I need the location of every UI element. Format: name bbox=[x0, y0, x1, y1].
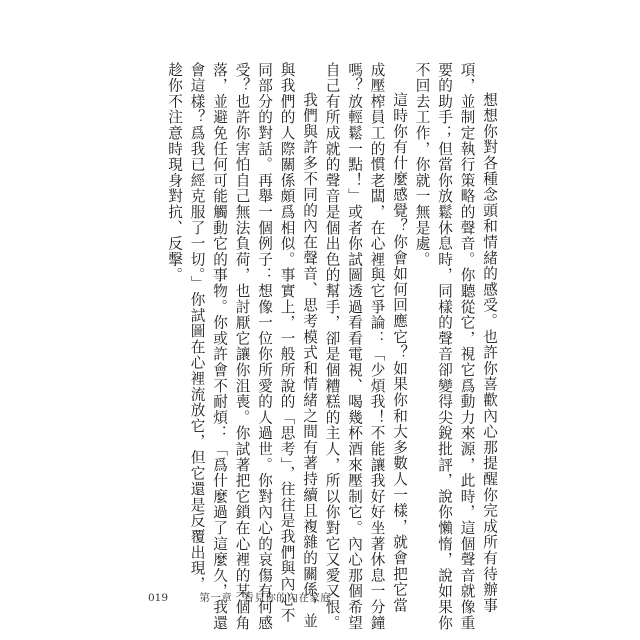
text-column: 項，並制定執行策略的聲音。你聽從它，視它爲動力來源，此時，這個聲音就像重 bbox=[458, 62, 476, 631]
text-column: 自己有所成就的聲音是個出色的幫手，卻是個糟糕的主人，所以你對它又愛又恨。 bbox=[323, 62, 341, 631]
page-footer bbox=[148, 590, 331, 605]
text-column: 同部分的對話。再舉一個例子：想像一位你所愛的人過世。你對內心的哀傷有何感 bbox=[256, 62, 273, 631]
text-column: 受？也許你害怕自己無法負荷，也討厭它讓你沮喪。你試著把它鎖在心裡的某個角 bbox=[233, 62, 251, 631]
chapter-title: 第一章 看見你的內在家庭 bbox=[199, 592, 332, 604]
text-column: 嗎？放輕鬆一點！」或者你試圖透過看看電視、喝幾杯酒來壓制它。內心那個希望 bbox=[346, 62, 363, 631]
text-column: 成壓榨員工的慣老闆，在心裡與它爭論：「少煩我！不能讓我好好坐著休息一分鐘 bbox=[368, 62, 386, 631]
text-column: 不回去工作，你就一無是處。 bbox=[413, 62, 431, 268]
text-column: 趁你不注意時現身對抗、反擊。 bbox=[166, 62, 183, 284]
text-column: 落，並避免任何可能觸動它的事物。你或許會不耐煩：「爲什麼過了這麼久，我還 bbox=[211, 62, 228, 631]
text-column: 這時你有什麼感覺？你會如何回應它？如果你和大多數人一樣，就會把它當 bbox=[391, 92, 408, 614]
text-column: 我們與許多不同的內在聲音、思考模式和情緒之間有著持續且複雜的關係，並 bbox=[301, 92, 318, 630]
text-column: 會這樣？爲我已經克服了一切。」你試圖在心裡流放它，但它還是反覆出現， bbox=[188, 62, 206, 592]
text-column: 與我們的人際關係頗爲相似。事實上，一般所說的「思考」，往往是我們與內心不 bbox=[278, 62, 296, 624]
page-number: 019 bbox=[148, 592, 169, 604]
text-column: 想想你對各種念頭和情緒的感受。也許你喜歡內心那提醒你完成所有待辦事 bbox=[481, 92, 498, 614]
text-column: 要的助手；但當你放鬆休息時，同樣的聲音卻變得尖銳批評，說你懶惰，說如果你 bbox=[436, 62, 453, 631]
